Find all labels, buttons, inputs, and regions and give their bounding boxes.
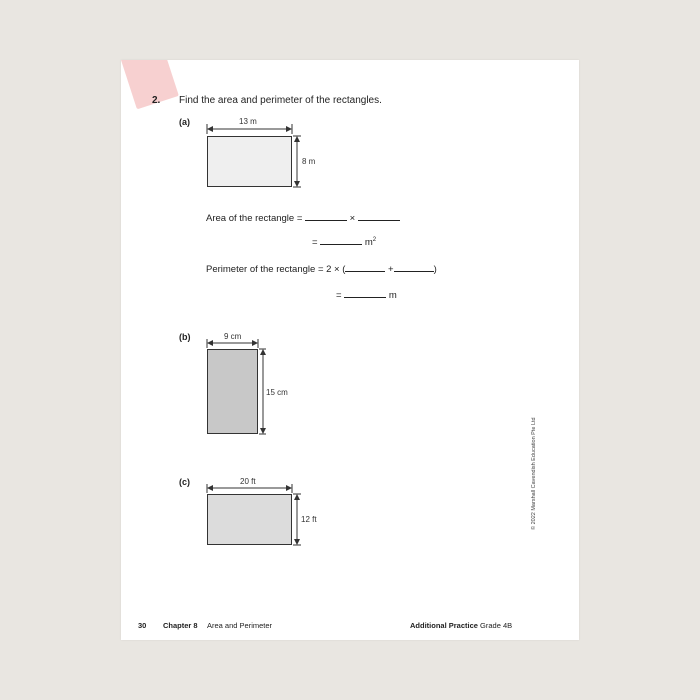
perimeter-unit: m xyxy=(388,290,397,301)
footer-chapter-title: Area and Perimeter xyxy=(207,621,273,630)
part-c-label: (c) xyxy=(179,477,190,487)
worksheet-page xyxy=(121,60,579,640)
page-number: 30 xyxy=(138,621,147,630)
part-b-label: (b) xyxy=(179,332,191,342)
question-number: 2. xyxy=(152,95,161,106)
times-sign: × xyxy=(349,213,356,224)
part-a-height-label: 8 m xyxy=(302,157,316,166)
equals-sign: = xyxy=(312,237,318,248)
footer-chapter: Chapter 8 xyxy=(163,621,198,630)
part-b-height-label: 15 cm xyxy=(266,388,288,397)
question-text: Find the area and perimeter of the rectangles. xyxy=(179,95,382,106)
perimeter-label: Perimeter of the rectangle = 2 × ( xyxy=(206,264,346,275)
plus-sign: + xyxy=(388,264,394,275)
equals-sign-2: = xyxy=(336,290,342,301)
part-a-width-label: 13 m xyxy=(239,117,257,126)
copyright-notice: © 2022 Marshall Cavendish Education Pte Ltd xyxy=(531,417,537,530)
part-c-width-label: 20 ft xyxy=(240,477,256,486)
part-c-height-label: 12 ft xyxy=(301,515,317,524)
close-paren: ) xyxy=(433,264,437,275)
area-unit: $m^2$ xyxy=(364,236,377,248)
part-a-label: (a) xyxy=(179,117,190,127)
footer-book: Additional Practice Grade 4B xyxy=(410,621,513,630)
area-label: Area of the rectangle = xyxy=(206,213,303,224)
part-b-width-label: 9 cm xyxy=(224,332,242,341)
dimension-arrows xyxy=(121,60,579,640)
